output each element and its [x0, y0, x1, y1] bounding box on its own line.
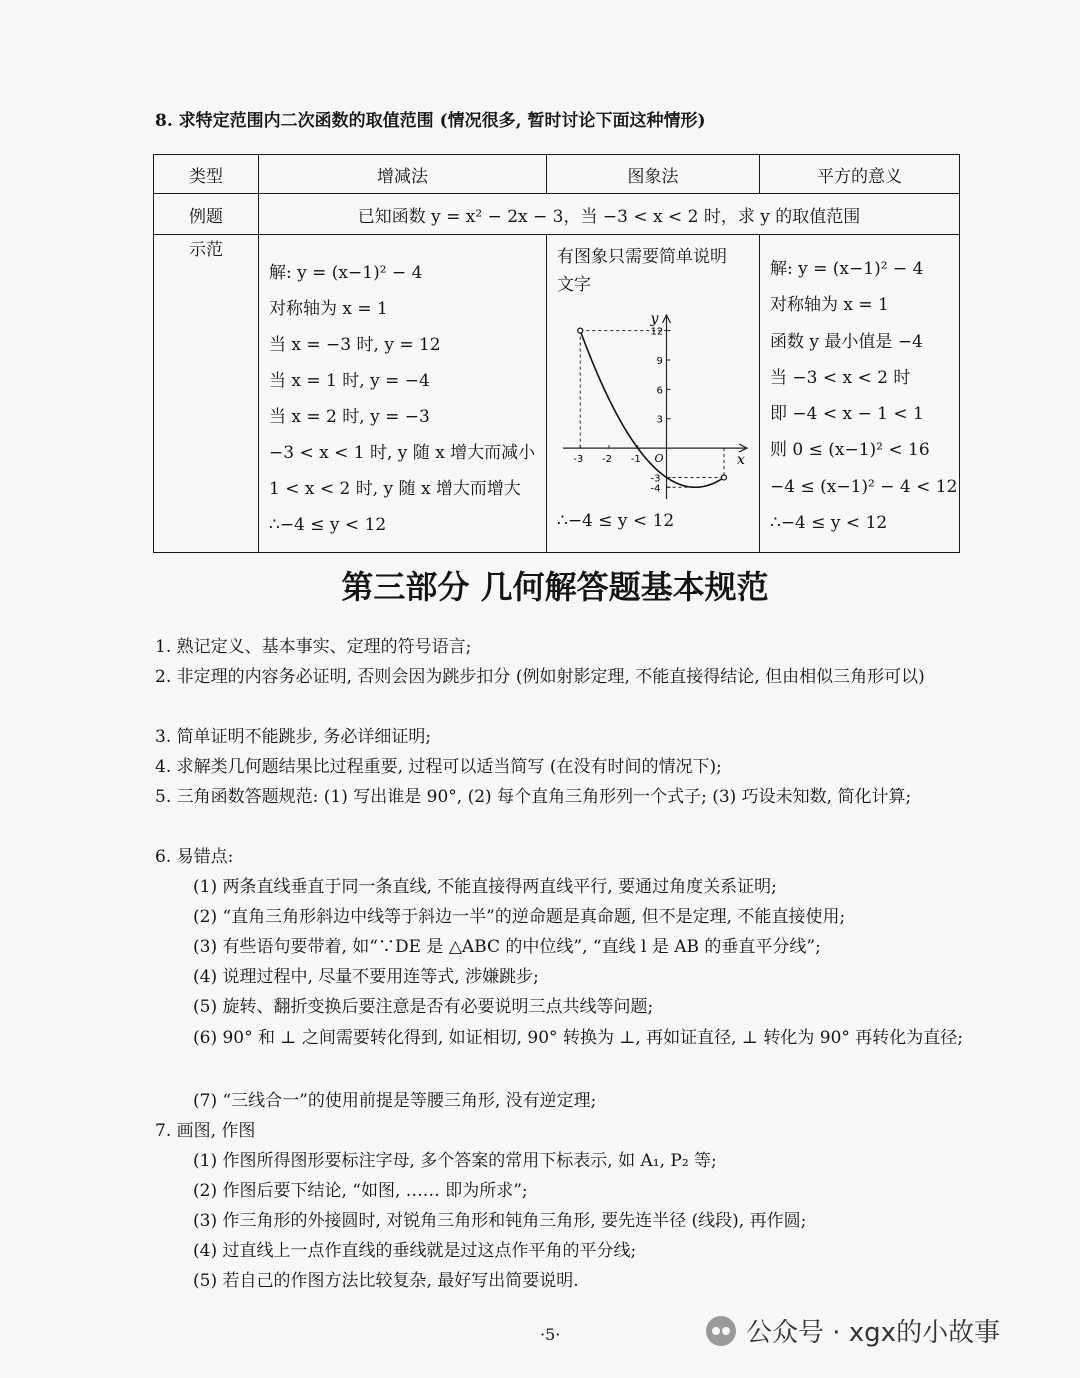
header-increase: 增减法	[259, 155, 547, 194]
example-text: 已知函数 y = x² − 2x − 3，当 −3 < x < 2 时，求 y 的取值范围	[259, 194, 960, 235]
item-7: 7. 画图, 作图	[155, 1121, 256, 1141]
x-tick-label: -1	[630, 454, 641, 466]
square-method-cell	[760, 235, 960, 553]
endpoint-right	[722, 475, 727, 480]
header-type: 类型	[154, 155, 259, 194]
square-line-7: −4 ≤ (x−1)² − 4 < 12	[770, 476, 958, 497]
graph-method-cell	[547, 235, 760, 553]
pitfall-3: (3) 有些语句要带着, 如“∵DE 是 △ABC 的中位线”, “直线 l 是 AB 的垂直平分线”;	[193, 937, 821, 957]
graph-note-line2: 文字	[557, 275, 591, 295]
page-number: ·5·	[540, 1325, 561, 1344]
drawing-4: (4) 过直线上一点作直线的垂线就是过这点作平角的平分线;	[193, 1241, 637, 1261]
pitfall-2: (2) “直角三角形斜边中线等于斜边一半”的逆命题是真命题, 但不是定理, 不能直接使用;	[193, 907, 846, 927]
item-2: 2. 非定理的内容务必证明, 否则会因为跳步扣分 (例如射影定理, 不能直接得结论, 但由相似三角形可以)	[155, 667, 925, 687]
pitfall-6: (6) 90° 和 ⊥ 之间需要转化得到, 如证相切, 90° 转换为 ⊥, 再如证直径, ⊥ 转化为 90° 再转化为直径;	[193, 1028, 964, 1048]
demo-label: 示范	[154, 235, 259, 553]
y-tick-label: 12	[650, 326, 664, 338]
y-tick-label: -3	[650, 473, 661, 485]
item-5: 5. 三角函数答题规范: (1) 写出谁是 90°, (2) 每个直角三角形列一个式子; (3) 巧设未知数, 简化计算;	[155, 787, 912, 807]
increase-line-2: 对称轴为 x = 1	[269, 299, 388, 319]
section-8-title: 8. 求特定范围内二次函数的取值范围 (情况很多, 暂时讨论下面这种情形)	[155, 111, 706, 131]
square-line-8: ∴−4 ≤ y < 12	[770, 513, 888, 534]
increase-line-8: ∴−4 ≤ y < 12	[269, 515, 387, 535]
example-label: 例题	[154, 194, 259, 235]
watermark-text: 公众号 · xgx的小故事	[746, 1318, 1001, 1348]
part-3-items	[155, 632, 965, 1296]
square-line-4: 当 −3 < x < 2 时	[770, 367, 911, 388]
y-tick-label: -4	[650, 483, 661, 495]
header-graph: 图象法	[547, 155, 760, 194]
drawing-3: (3) 作三角形的外接圆时, 对锐角三角形和钝角三角形, 要先连半径 (线段), 再作圆;	[193, 1211, 807, 1231]
item-3: 3. 简单证明不能跳步, 务必详细证明;	[155, 727, 432, 747]
origin-label: O	[654, 452, 664, 466]
increase-line-7: 1 < x < 2 时, y 随 x 增大而增大	[269, 479, 521, 499]
header-square: 平方的意义	[760, 155, 960, 194]
graph-note	[547, 235, 759, 299]
square-line-3: 函数 y 最小值是 −4	[770, 331, 923, 352]
increase-line-1: 解: y = (x−1)² − 4	[269, 263, 423, 283]
graph-conclusion: ∴−4 ≤ y < 12	[557, 511, 675, 531]
increase-method-lines	[259, 235, 546, 543]
drawing-2: (2) 作图后要下结论, “如图, …… 即为所求”;	[193, 1181, 528, 1201]
increase-line-5: 当 x = 2 时, y = −3	[269, 407, 430, 427]
graph-note-line1: 有图象只需要简单说明	[557, 247, 727, 267]
endpoint-left	[578, 328, 583, 333]
y-tick-label: 9	[656, 355, 663, 367]
y-axis-label: y	[650, 311, 659, 327]
parabola-graph	[553, 307, 753, 507]
drawing-5: (5) 若自己的作图方法比较复杂, 最好写出简要说明.	[193, 1271, 579, 1291]
increase-line-6: −3 < x < 1 时, y 随 x 增大而减小	[269, 443, 536, 463]
square-line-6: 则 0 ≤ (x−1)² < 16	[770, 440, 930, 461]
x-axis-label: x	[737, 452, 745, 469]
part-3-title: 第三部分 几何解答题基本规范	[341, 568, 769, 606]
pitfall-7: (7) “三线合一”的使用前提是等腰三角形, 没有逆定理;	[193, 1091, 597, 1111]
increase-line-3: 当 x = −3 时, y = 12	[269, 335, 441, 355]
drawing-1: (1) 作图所得图形要标注字母, 多个答案的常用下标表示, 如 A₁, P₂ 等;	[193, 1151, 717, 1171]
square-line-2: 对称轴为 x = 1	[770, 295, 889, 316]
square-method-lines	[760, 235, 959, 541]
pitfall-5: (5) 旋转、翻折变换后要注意是否有必要说明三点共线等问题;	[193, 997, 654, 1017]
pitfall-1: (1) 两条直线垂直于同一条直线, 不能直接得两直线平行, 要通过角度关系证明;	[193, 877, 777, 897]
x-tick-label: -2	[602, 454, 612, 466]
increase-method-cell	[259, 235, 547, 553]
pitfall-4: (4) 说理过程中, 尽量不要用连等式, 涉嫌跳步;	[193, 967, 539, 987]
example-row	[154, 194, 960, 235]
increase-line-4: 当 x = 1 时, y = −4	[269, 371, 430, 391]
item-1: 1. 熟记定义、基本事实、定理的符号语言;	[155, 637, 472, 657]
wechat-icon	[706, 1316, 736, 1346]
item-4: 4. 求解类几何题结果比过程重要, 过程可以适当简写 (在没有时间的情况下);	[155, 757, 722, 777]
y-tick-label: 6	[656, 385, 663, 397]
square-line-5: 即 −4 < x − 1 < 1	[770, 404, 924, 425]
item-6: 6. 易错点:	[155, 847, 234, 867]
y-tick-label: 3	[656, 414, 663, 426]
square-line-1: 解: y = (x−1)² − 4	[770, 259, 924, 279]
x-tick-label: -3	[573, 454, 584, 466]
table-header-row	[154, 155, 960, 194]
method-table	[153, 154, 960, 553]
watermark	[706, 1312, 1000, 1349]
demo-row	[154, 235, 960, 553]
